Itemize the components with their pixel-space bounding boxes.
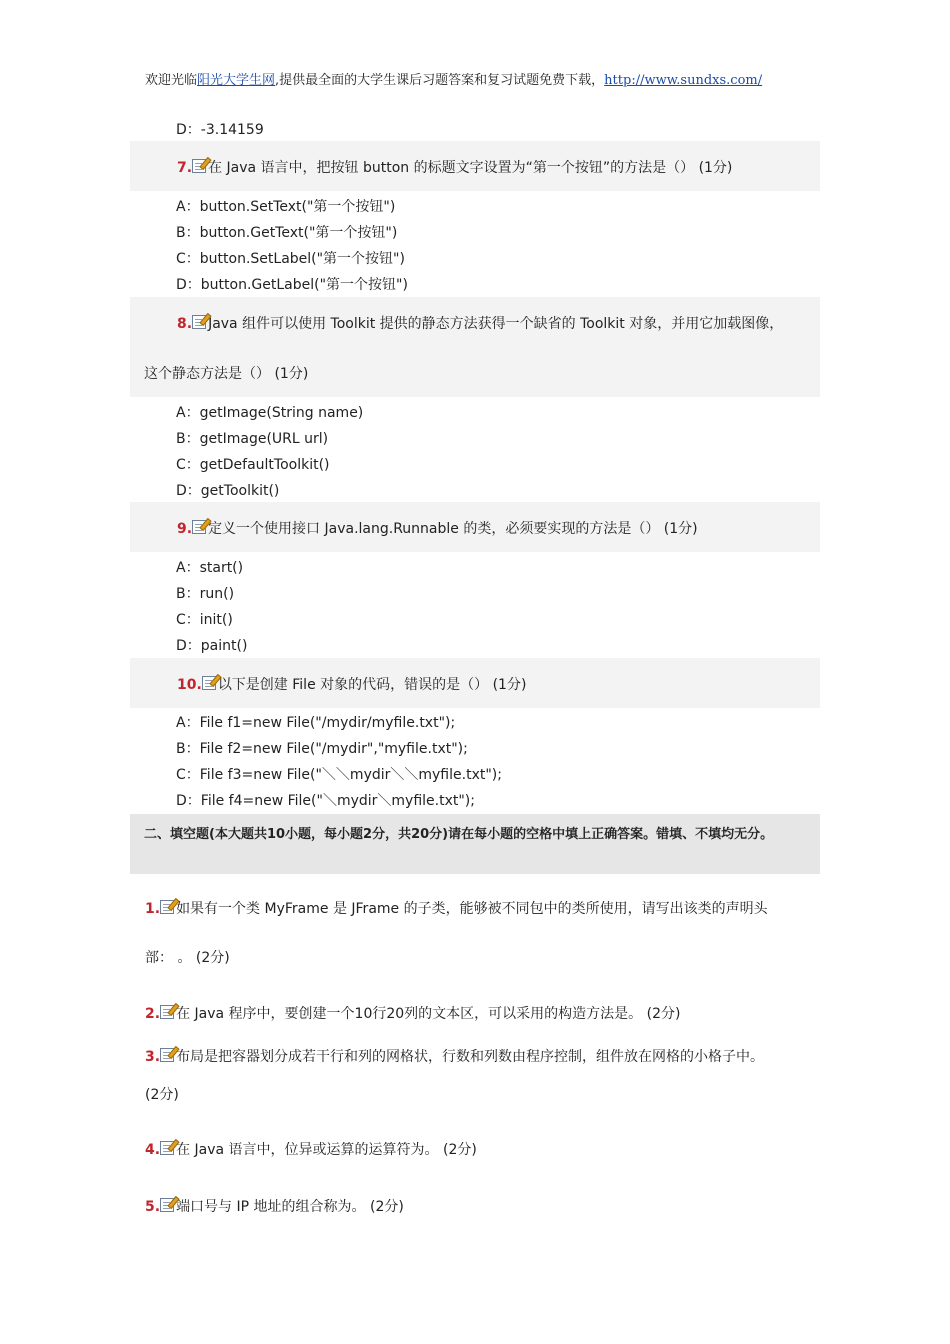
q10-option-d: D：File f4=new File("＼mydir＼myfile.txt"); [176,793,475,809]
fill-question-3-line2: (2分) [145,1087,179,1103]
q9-option-a: A：start() [176,560,244,576]
header-prefix: 欢迎光临 [145,73,198,88]
fill-question-4-number: 4. [145,1142,161,1158]
q7-option-c: C：button.SetLabel("第一个按钮") [176,251,405,267]
header-middle: ,提供最全面的大学生课后习题答案和复习试题免费下载， [275,73,605,88]
site-name-link[interactable]: 阳光大学生网 [197,73,276,88]
edit-icon[interactable] [160,1198,174,1212]
fill-question-1-number: 1. [145,901,161,917]
q10-option-a: A：File f1=new File("/mydir/myfile.txt"); [176,715,456,731]
question-9 [130,502,820,552]
question-10-number: 10. [177,677,202,693]
fill-question-2-text: 在 Java 程序中，要创建一个10行20列的文本区，可以采用的构造方法是。 (2分) [176,1006,681,1022]
question-7-stem [177,157,732,177]
question-7-text: 在 Java 语言中，把按钮 button 的标题文字设置为“第一个按钮”的方法是（） (1分) [208,160,733,176]
question-9-number: 9. [177,521,193,537]
fill-question-4-text: 在 Java 语言中，位异或运算的运算符为。 (2分) [176,1142,477,1158]
fill-question-2-number: 2. [145,1006,161,1022]
question-7-number: 7. [177,160,193,176]
question-9-stem [177,518,698,538]
fill-question-3-number: 3. [145,1049,161,1065]
section-2-title: 二、填空题(本大题共10小题，每小题2分，共20分)请在每小题的空格中填上正确答案。错填、不填均无分。 [144,827,774,842]
question-8-text: Java 组件可以使用 Toolkit 提供的静态方法获得一个缺省的 Toolkit 对象，并用它加载图像， [208,316,784,332]
edit-icon[interactable] [160,1005,174,1019]
fill-question-1-text: 如果有一个类 MyFrame 是 JFrame 的子类，能够被不同包中的类所使用，请写出该类的声明头 [176,901,768,917]
edit-icon[interactable] [192,159,206,173]
question-7 [130,141,820,191]
site-url-link[interactable]: http://www.sundxs.com/ [604,73,763,88]
q6-option-d: D：-3.14159 [176,122,264,138]
question-8-number: 8. [177,316,193,332]
q10-option-c: C：File f3=new File("＼＼mydir＼＼myfile.txt"); [176,767,502,783]
q7-option-b: B：button.GetText("第一个按钮") [176,225,398,241]
q9-option-d: D：paint() [176,638,248,654]
fill-question-3-text: 布局是把容器划分成若干行和列的网格状，行数和列数由程序控制，组件放在网格的小格子中。 [176,1049,765,1065]
edit-icon[interactable] [160,1048,174,1062]
q10-option-b: B：File f2=new File("/mydir","myfile.txt"); [176,741,468,757]
fill-question-3 [145,1046,764,1066]
fill-question-5-text: 端口号与 IP 地址的组合称为。 (2分) [176,1199,404,1215]
q7-option-d: D：button.GetLabel("第一个按钮") [176,277,408,293]
question-10-text: 以下是创建 File 对象的代码，错误的是（） (1分) [217,677,527,693]
q8-option-b: B：getImage(URL url) [176,431,329,447]
section-2-header [130,814,820,874]
fill-question-1-line2: 部： 。 (2分) [145,950,230,966]
question-9-text: 定义一个使用接口 Java.lang.Runnable 的类，必须要实现的方法是（） (1分) [208,521,698,537]
edit-icon[interactable] [160,900,174,914]
fill-question-5-number: 5. [145,1199,161,1215]
q9-option-b: B：run() [176,586,235,602]
q9-option-c: C：init() [176,612,233,628]
q7-option-a: A：button.SetText("第一个按钮") [176,199,396,215]
edit-icon[interactable] [192,315,206,329]
q8-option-c: C：getDefaultToolkit() [176,457,330,473]
fill-question-5 [145,1196,404,1216]
fill-question-2 [145,1003,680,1023]
edit-icon[interactable] [202,676,216,690]
site-header [145,69,865,88]
question-8-stem [177,313,783,333]
question-8 [130,297,820,397]
edit-icon[interactable] [192,520,206,534]
q8-option-a: A：getImage(String name) [176,405,364,421]
edit-icon[interactable] [160,1141,174,1155]
question-10-stem [177,674,526,694]
q8-option-d: D：getToolkit() [176,483,280,499]
fill-question-1 [145,898,768,918]
question-10 [130,658,820,708]
fill-question-4 [145,1139,477,1159]
question-8-text-line2: 这个静态方法是（） (1分) [144,366,309,382]
